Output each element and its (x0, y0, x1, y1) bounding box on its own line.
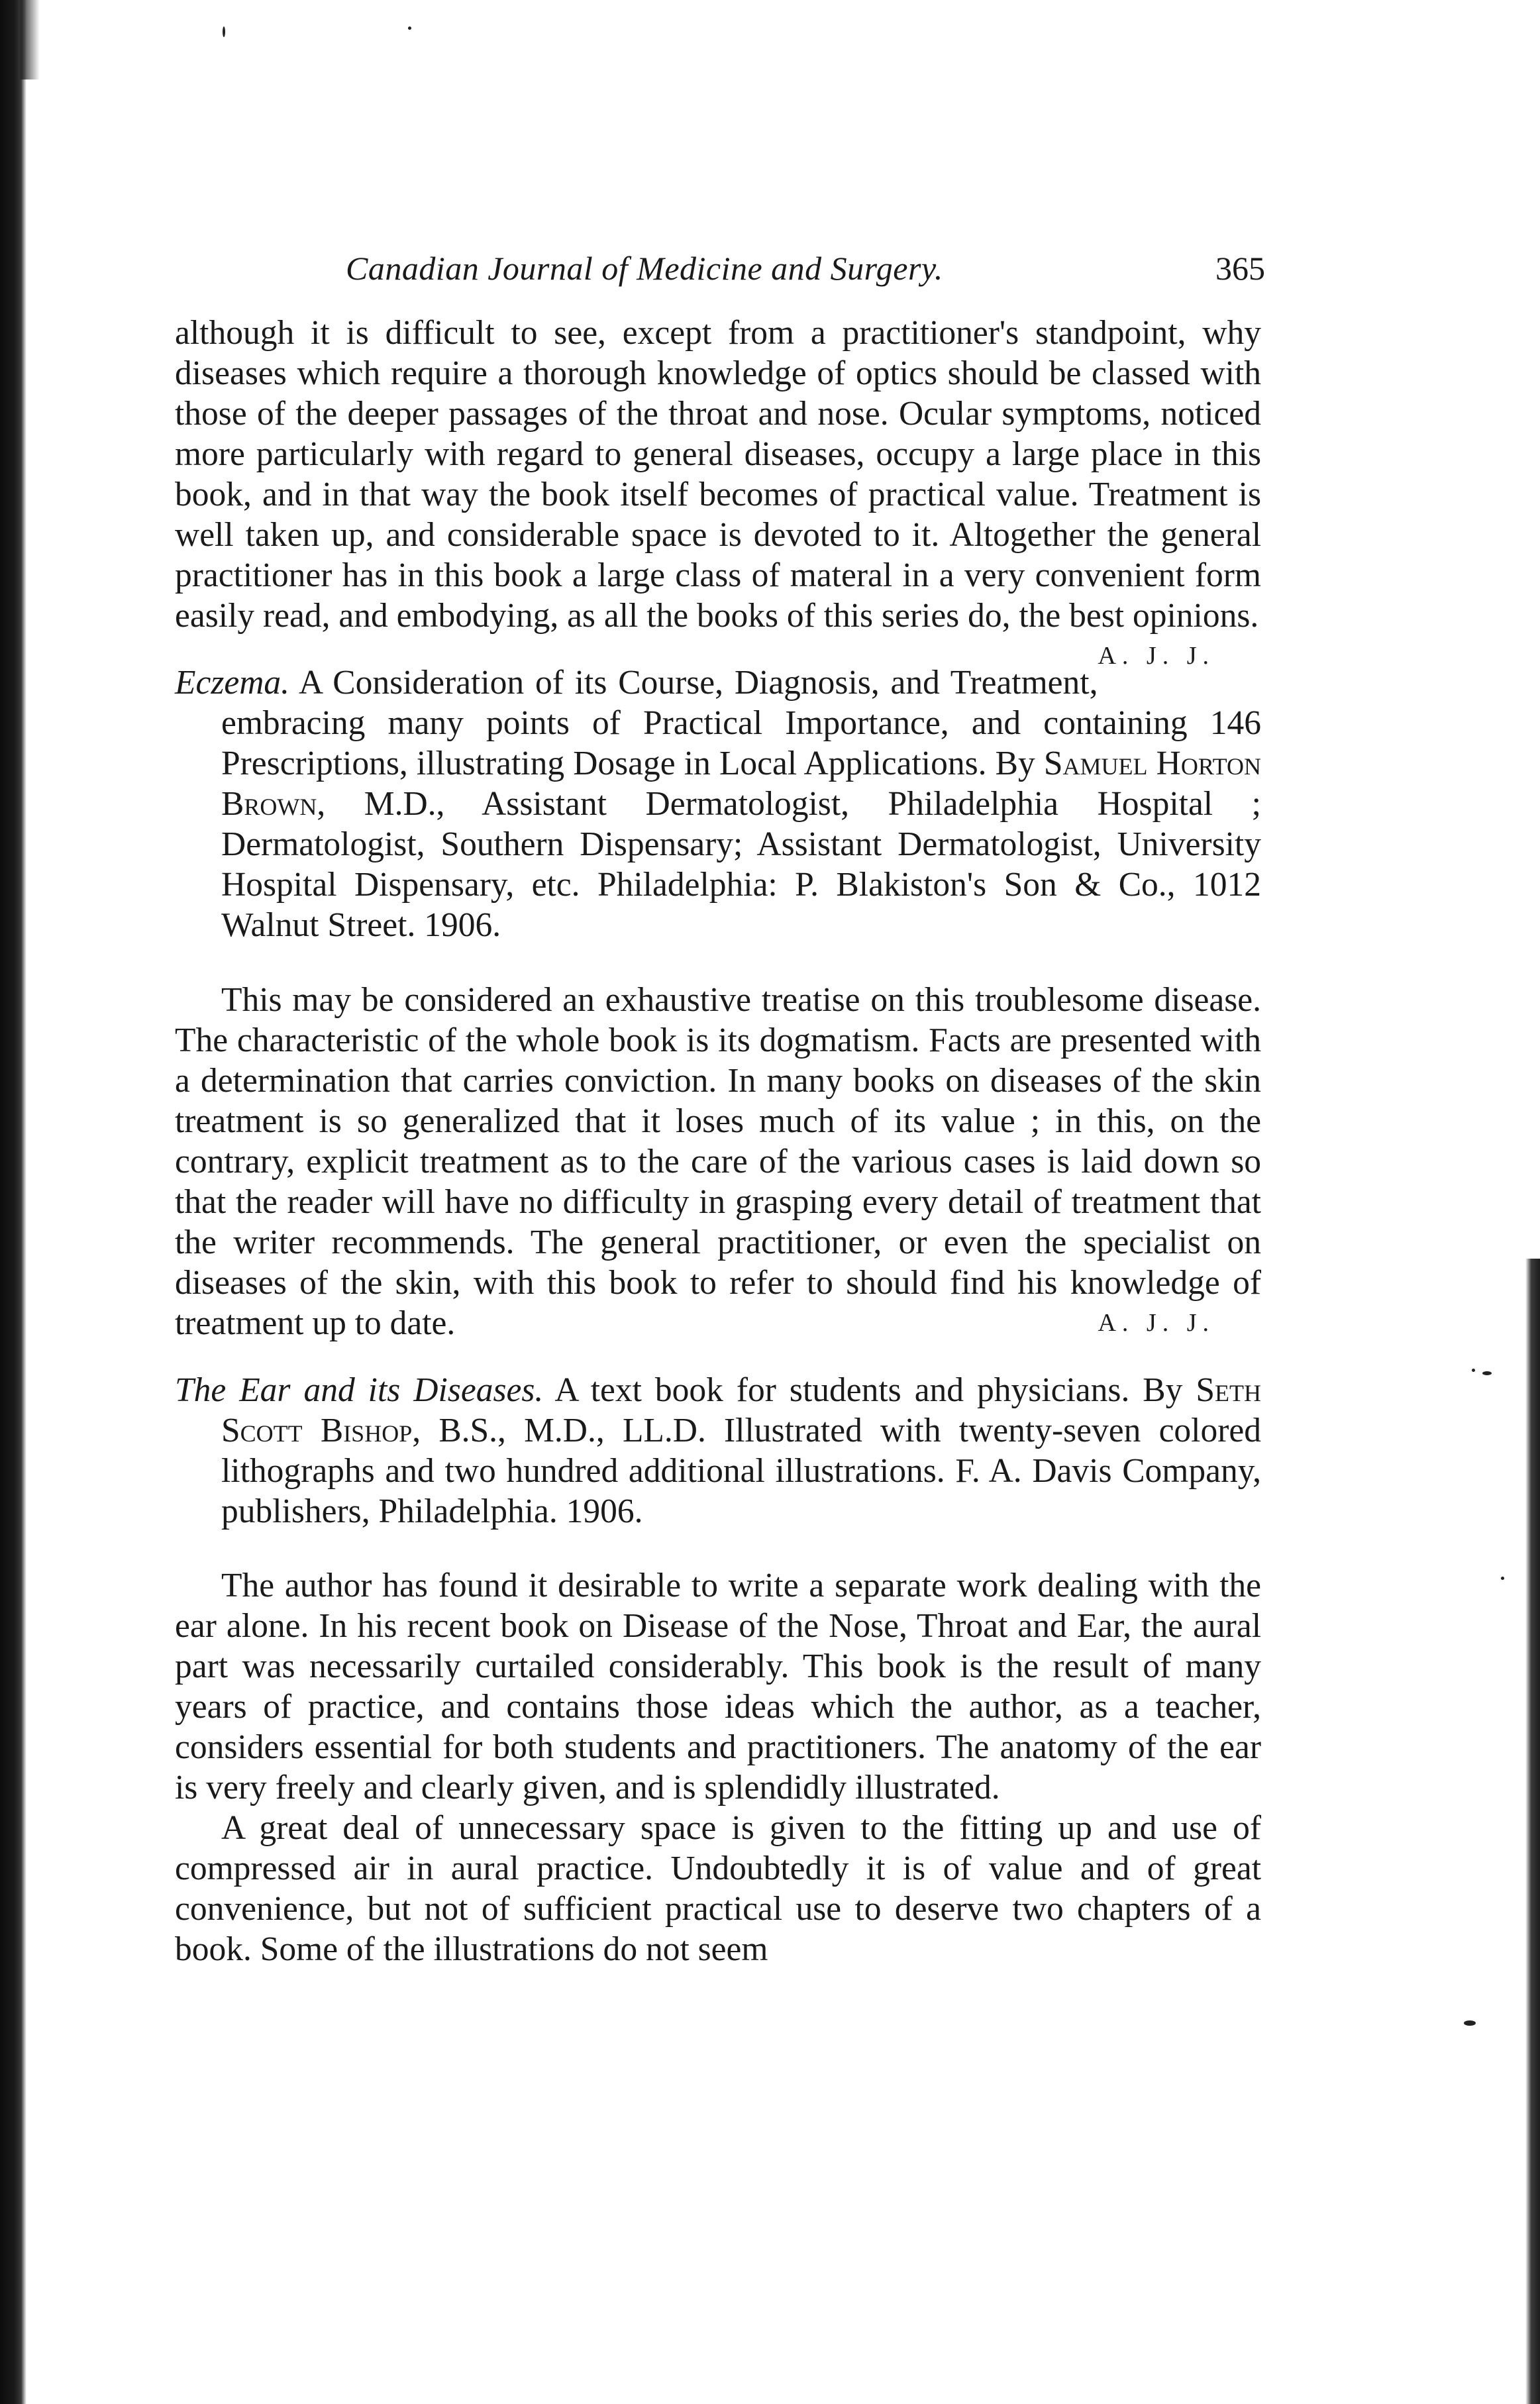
scan-speck (1472, 1369, 1475, 1372)
scan-edge-left (0, 0, 26, 2404)
reviewer-initials: A. J. J. (1098, 642, 1215, 670)
review-paragraph (175, 980, 1261, 1343)
scan-speck (223, 26, 225, 37)
book-title: Eczema. (175, 664, 290, 702)
book-author: Samuel Horton Brown, (221, 745, 1262, 823)
book-entry-eczema (175, 662, 1261, 945)
book-publication: B.S., M.D., LL.D. Illustrated with twenty-seven colored lithographs and two hundred additional illustrations. F. A. Davis Company, publishers, Philadelphia. 1906. (221, 1411, 1261, 1530)
scan-speck (1482, 1371, 1492, 1375)
book-author: Seth Scott Bishop, (221, 1371, 1262, 1449)
scan-edge-notch (20, 0, 40, 79)
review-text: This may be considered an exhaustive treatise on this troublesome disease. The characteristic of the whole book is its dogmatism. Facts are presented with a determination that carries conviction. In many books on diseases of the skin treatment is so generalized that it loses much of its value ; in this, on the contrary, explicit treatment as to the care of the various cases is laid down so that the reader will have no difficulty in grasping every detail of treatment that the writer recommends. The general practitioner, or even the specialist on diseases of the skin, with this book to refer to should find his knowledge of treatment up to date. (175, 980, 1261, 1342)
journal-page (175, 245, 1265, 1969)
scan-speck (1501, 1577, 1504, 1580)
reviewer-initials: A. J. J. (1098, 1308, 1215, 1337)
book-description: A text book for students and physicians. By (554, 1371, 1183, 1409)
running-title: Canadian Journal of Medicine and Surgery. (346, 250, 943, 287)
scan-speck (408, 26, 411, 30)
scan-speck (1464, 2020, 1476, 2026)
book-publication: M.D., Assistant Dermatologist, Philadelphia Hospital ; Dermatologist, Southern Dispensary; Assistant Dermatologist, University Hospital Dispensary, etc. Philadelphia: P. Blakiston's Son & Co., 1012 Walnut Street. 1906. (221, 785, 1261, 944)
book-entry-ear (175, 1370, 1261, 1532)
review-paragraph: A great deal of unnecessary space is given to the fitting up and use of compressed air in aural practice. Undoubtedly it is of value and of great convenience, but not of sufficient practical use to deserve two chapters of a book. Some of the illustrations do not seem (175, 1809, 1261, 1968)
book-title: The Ear and its Diseases. (175, 1371, 544, 1409)
page-number: 365 (1215, 250, 1265, 287)
review-text: although it is difficult to see, except from a practitioner's standpoint, why diseases which require a thorough knowledge of optics should be classed with those of the deeper passages of the throat and nose. Ocular symptoms, noticed more particularly with regard to general diseases, occupy a large place in this book, and in that way the book itself becomes of practical value. Treatment is well taken up, and considerable space is devoted to it. Altogether the general practitioner has in this book a large class of materal in a very convenient form easily read, and embodying, as all the books of this series do, the best opinions. (175, 314, 1261, 635)
book-description: A Consideration of its Course, Diagnosis, and Treatment, embracing many points of Practical Importance, and containing 146 Prescriptions, illustrating Dosage in Local Applications. By (221, 664, 1261, 782)
review-paragraph (175, 313, 1261, 670)
scan-edge-right (1525, 1259, 1540, 2404)
page-header (175, 245, 1265, 298)
review-paragraph: The author has found it desirable to write a separate work dealing with the ear alone. In his recent book on Disease of the Nose, Throat and Ear, the aural part was necessarily curtailed considerably. This book is the result of many years of practice, and contains those ideas which the author, as a teacher, considers essential for both students and practitioners. The anatomy of the ear is very freely and clearly given, and is splendidly illustrated. (175, 1567, 1261, 1806)
